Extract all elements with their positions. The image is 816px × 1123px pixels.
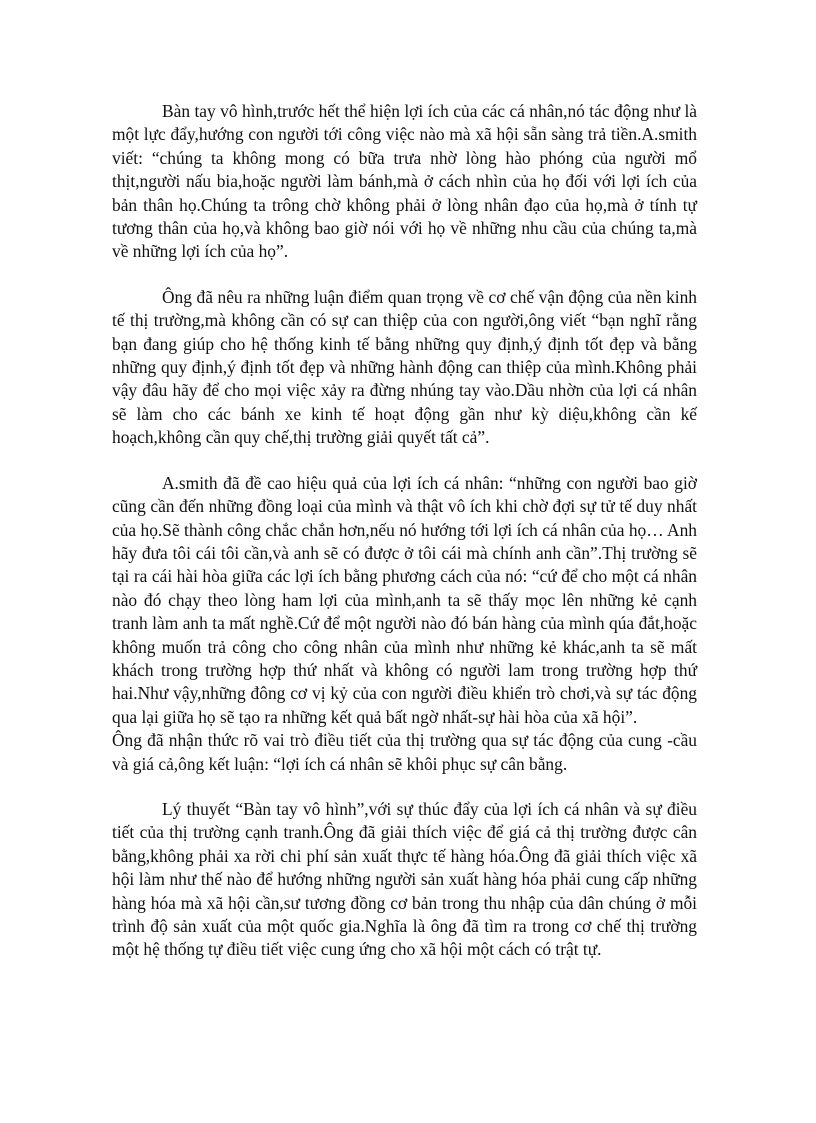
paragraph-invisible-hand-intro: Bàn tay vô hình,trước hết thể hiện lợi ích của các cá nhân,nó tác động như là một lực đẩy,hướng con người tới công việc nào mà xã hội sẵn sàng trả tiền.A.smith viết: “chúng ta không mong có bữa trưa nhờ lòng hào phóng của người mổ thịt,người nấu bia,hoặc người làm bánh,mà ở cách nhìn của họ đối với lợi ích của bản thân họ.Chúng ta trông chờ không phải ở lòng nhân đạo của họ,mà ở tính tự tương thân của họ,và không bao giờ nói với họ về những nhu cầu của chúng ta,mà về những lợi ích của họ”.: [112, 101, 697, 262]
paragraph-market-mechanism: Ông đã nêu ra những luận điểm quan trọng về cơ chế vận động của nền kinh tế thị trường,mà không cần có sự can thiệp của con người,ông viết “bạn nghĩ rằng bạn đang giúp cho hệ thống kinh tế bằng những quy định,ý định tốt đẹp và bằng những quy định,ý định tốt đẹp và những hành động can thiệp của mình.Không phải vậy đâu hãy để cho mọi việc xảy ra đừng nhúng tay vào.Dầu nhờn của lợi cá nhân sẽ làm cho các bánh xe kinh tế hoạt động gần như kỳ diệu,không cần kế hoạch,không cần quy chế,thị trường giải quyết tất cả”.: [112, 286, 697, 448]
paragraph-self-interest: A.smith đã đề cao hiệu quả của lợi ích cá nhân: “những con người bao giờ cũng cần đến những đồng loại của mình và thật vô ích khi chờ đợi sự tử tế duy nhất của họ.Sẽ thành công chắc chắn hơn,nếu nó hướng tới lợi ích cá nhân của họ… Anh hãy đưa tôi cái tôi cần,và anh sẽ có được ở tôi cái mà chính anh cần”.Thị trường sẽ tại ra cái hài hòa giữa các lợi ích bằng phương cách của nó: “cứ để cho một cá nhân nào đó chạy theo lòng ham lợi của mình,anh ta sẽ thấy mọc lên những kẻ cạnh tranh làm anh ta mất nghề.Cứ để một người nào đó bán hàng của mình qúa đắt,hoặc không muốn trả công cho công nhân của mình như những kẻ khác,anh ta sẽ mất khách trong trường hợp thứ nhất và không có người lam trong trường hợp thứ hai.Như vậy,những đông cơ vị kỷ của con người điều khiển trò chơi,và sự tác động qua lại giữa họ sẽ tạo ra những kết quả bất ngờ nhất-sự hài hòa của xã hội”.: [112, 472, 697, 727]
paragraph-supply-demand: Ông đã nhận thức rõ vai trò điều tiết của thị trường qua sự tác động của cung -cầu và giá cả,ông kết luận: “lợi ích cá nhân sẽ khôi phục sự cân bằng.: [112, 730, 697, 774]
paragraph-theory-summary: Lý thuyết “Bàn tay vô hình”,với sự thúc đẩy của lợi ích cá nhân và sự điều tiết của thị trường cạnh tranh.Ông đã giải thích việc để giá cả thị trường được cân bằng,không phải xa rời chi phí sản xuất thực tế hàng hóa.Ông đã giải thích việc xã hội làm như thế nào để hướng những người sản xuất hàng hóa phải cung cấp những hàng hóa mà xã hội cần,sư tương đồng cơ bản trong thu nhập của dân chúng ở mỗi trình độ sản xuất của một quốc gia.Nghĩa là ông đã tìm ra trong cơ chế thị trường một hệ thống tự điều tiết việc cung ứng cho xã hội một cách có trật tự.: [112, 798, 697, 960]
body-text: [112, 100, 697, 984]
